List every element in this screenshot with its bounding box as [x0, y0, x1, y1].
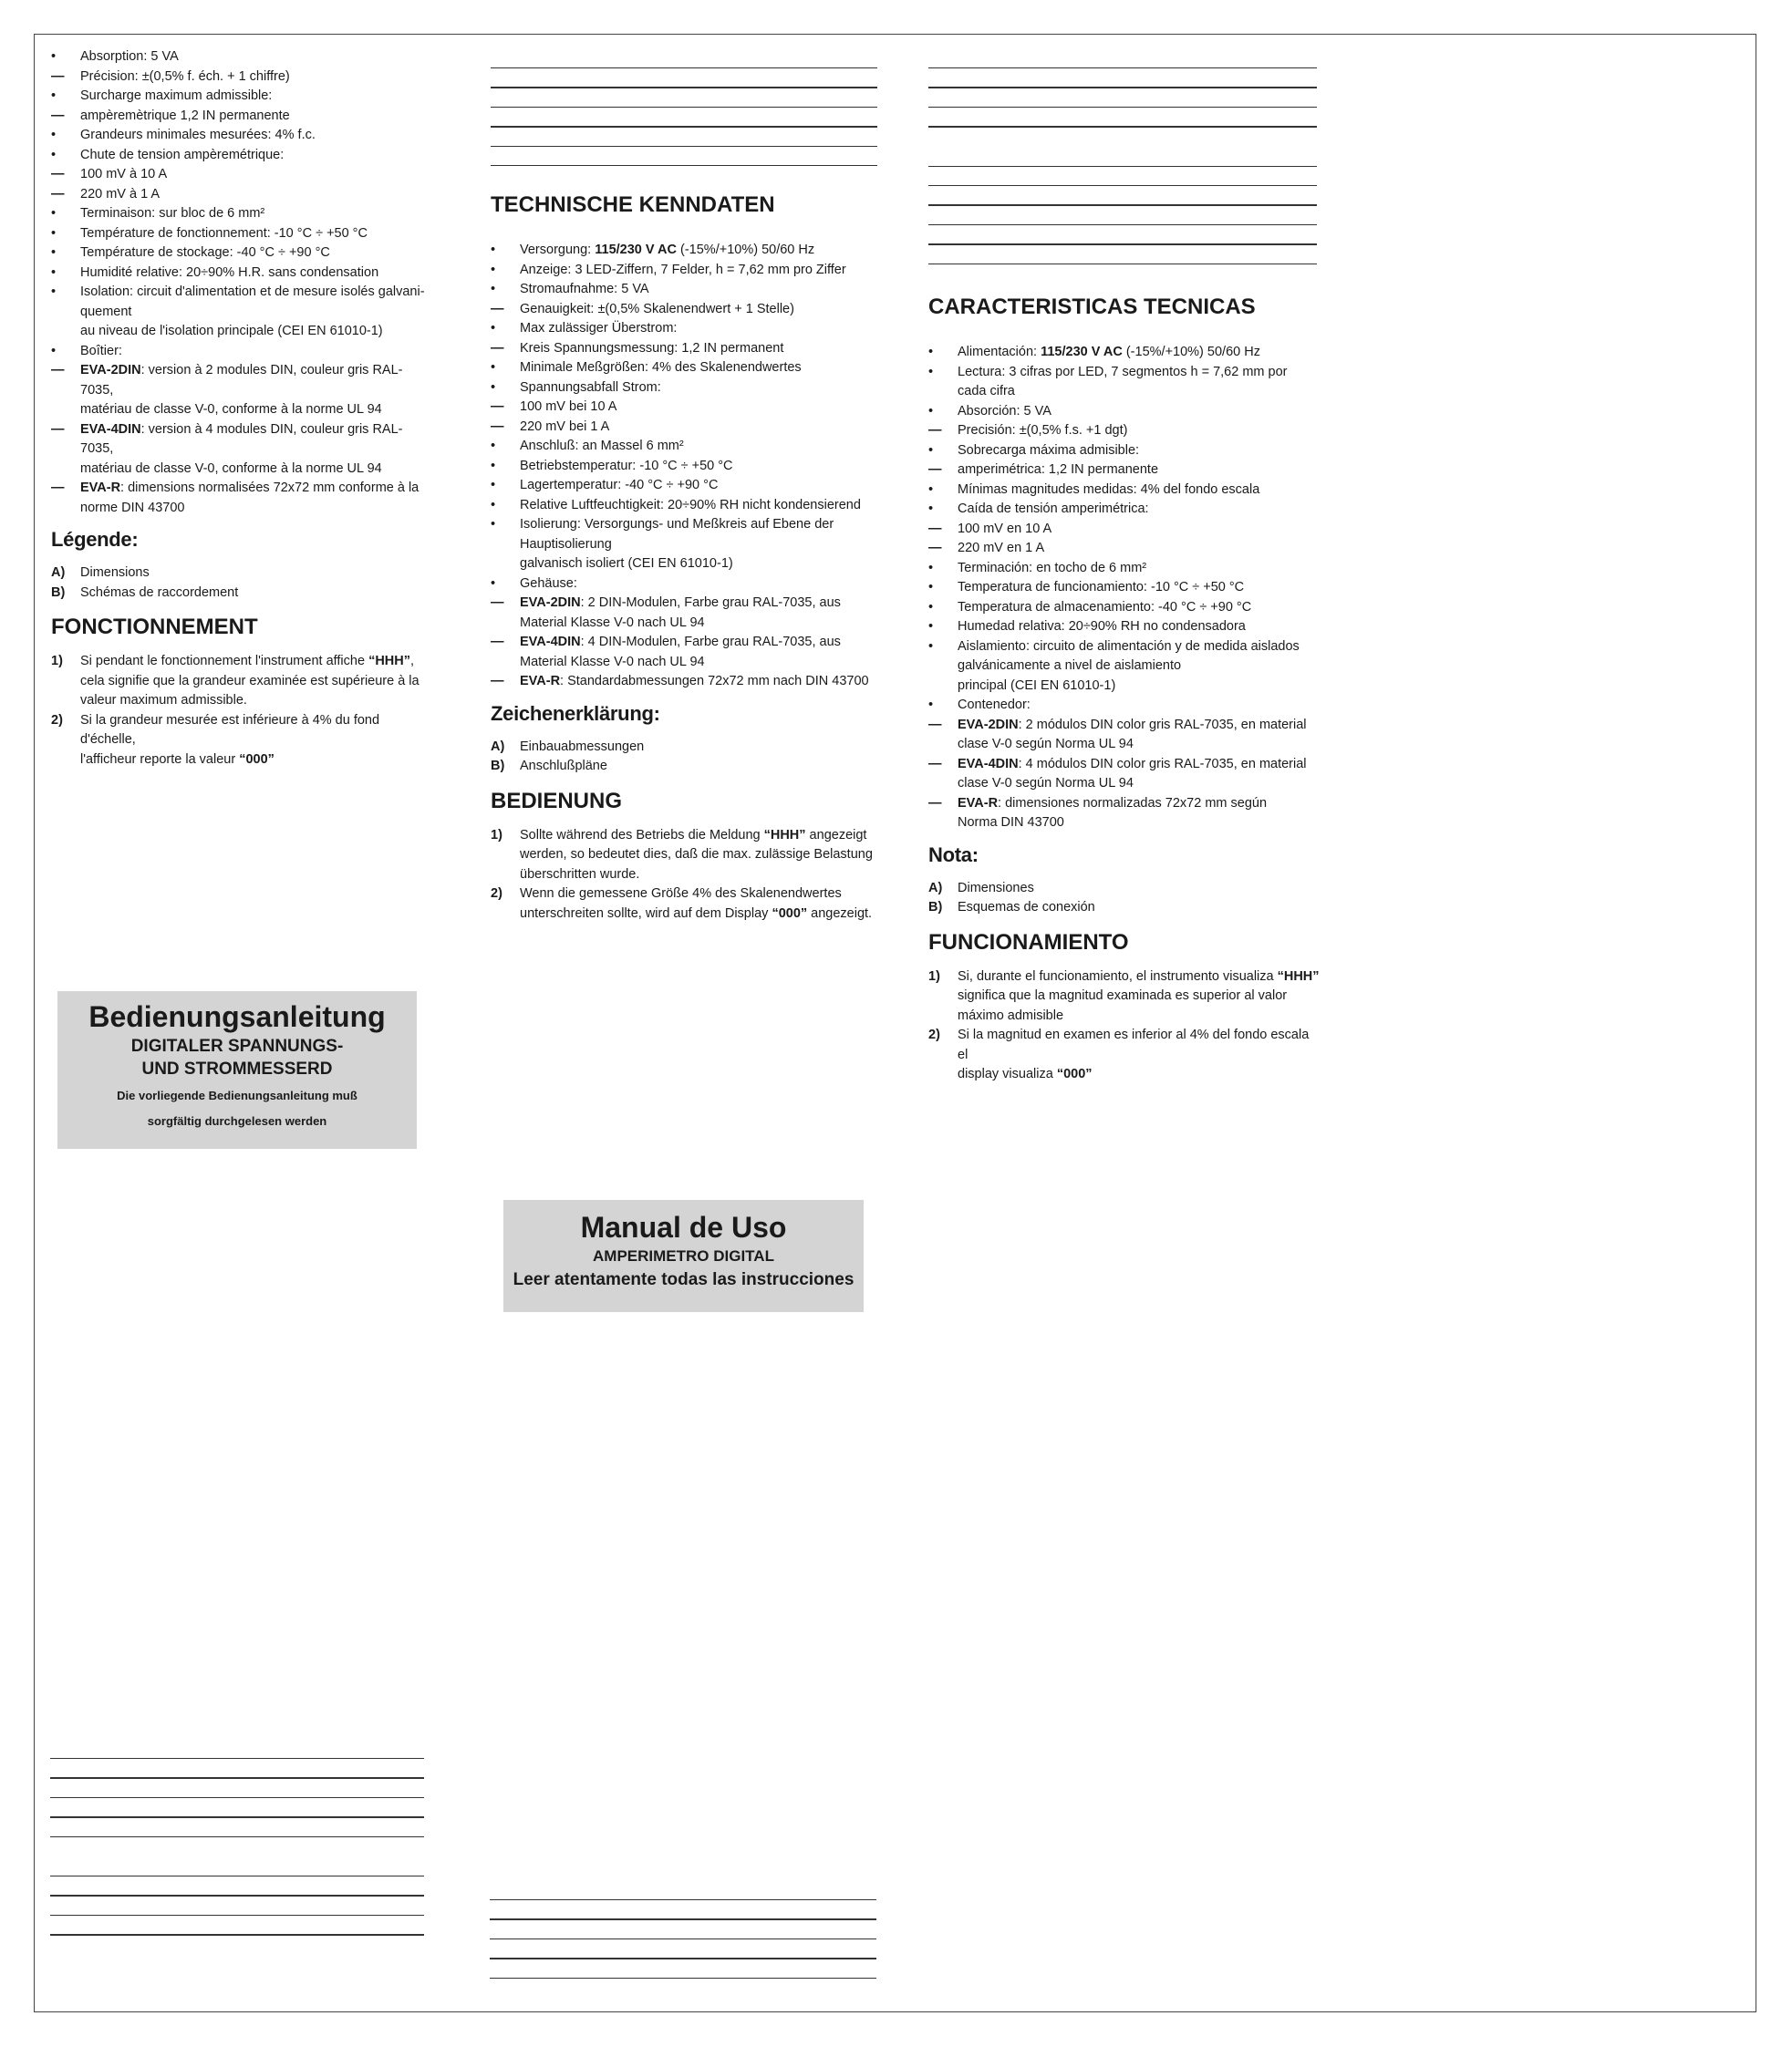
list-item — [928, 402, 1321, 422]
list-item — [928, 755, 1321, 794]
item-label: B) — [491, 759, 505, 773]
item-text — [80, 479, 434, 518]
bullet-icon: • — [51, 284, 57, 299]
list-item — [51, 243, 434, 264]
item-text: Sobrecarga máxima admisible: — [958, 442, 1140, 458]
es-legend-title: Nota: — [928, 843, 979, 866]
list-item — [491, 358, 881, 378]
item-text: 220 mV en 1 A — [958, 541, 1045, 555]
bullet-icon: • — [491, 282, 496, 296]
dash-marker: — — [928, 756, 942, 771]
de-box-note2: sorgfältig durchgelesen werden — [147, 1114, 327, 1128]
de-box-line1: DIGITALER SPANNUNGS- — [130, 1037, 344, 1056]
list-item — [928, 637, 1321, 697]
dash-marker: — — [51, 68, 65, 84]
item-text: Esquemas de conexión — [958, 900, 1095, 915]
item-text: 100 mV bei 10 A — [520, 399, 617, 414]
list-item — [928, 696, 1321, 716]
dash-marker: — — [491, 301, 504, 316]
list-item — [928, 794, 1321, 833]
list-item — [928, 598, 1321, 618]
bullet-icon: • — [491, 243, 496, 257]
model-name: EVA-4DIN — [80, 421, 141, 437]
list-item — [491, 826, 881, 885]
list-item — [51, 87, 434, 107]
model-name: EVA-2DIN — [520, 595, 581, 610]
item-text: Dimensiones — [958, 880, 1034, 895]
ruled-lines-bottom-left — [50, 1758, 424, 1936]
item-desc: : version à 2 modules DIN, couleur gris RAL-7035, matériau de classe V-0, conforme à la norme UL 94 — [80, 363, 403, 417]
list-item — [491, 496, 881, 516]
es-box-title: Manual de Uso — [580, 1211, 787, 1244]
bullet-icon: • — [491, 360, 496, 375]
list-item — [928, 481, 1321, 501]
item-text — [520, 594, 881, 633]
list-item — [51, 584, 434, 604]
item-desc: : Standardabmessungen 72x72 mm nach DIN 43700 — [560, 674, 869, 688]
item-text: 100 mV à 10 A — [80, 167, 168, 181]
bullet-icon: • — [51, 245, 57, 260]
item-text: Si la magnitud en examen es inferior al 4% del fondo escala el display visualiza “000” — [958, 1028, 1310, 1081]
list-item — [51, 264, 434, 284]
item-text: Température de fonctionnement: -10 °C ÷ +50 °C — [80, 225, 368, 241]
list-item — [491, 378, 881, 398]
list-item — [928, 343, 1321, 363]
item-text: Absorption: 5 VA — [80, 49, 179, 64]
bullet-icon: • — [51, 343, 57, 358]
dash-marker: — — [928, 717, 942, 732]
list-item — [928, 1026, 1321, 1085]
list-item — [51, 204, 434, 224]
item-label: B) — [928, 900, 943, 915]
dash-marker: — — [491, 674, 504, 688]
item-text — [958, 794, 1321, 833]
item-text: Dimensions — [80, 565, 150, 580]
fr-function-title: FONCTIONNEMENT — [51, 615, 258, 639]
item-desc: : 2 DIN-Modulen, Farbe grau RAL-7035, aus Material Klasse V-0 nach UL 94 — [520, 595, 841, 630]
item-text: Caída de tensión amperimétrica: — [958, 501, 1149, 516]
item-desc: : 4 DIN-Modulen, Farbe grau RAL-7035, aus Material Klasse V-0 nach UL 94 — [520, 635, 841, 669]
list-item — [491, 476, 881, 496]
item-text: 220 mV à 1 A — [80, 186, 161, 202]
list-item — [51, 283, 434, 342]
list-item — [491, 884, 881, 924]
item-text: 220 mV bei 1 A — [520, 419, 610, 434]
dash-marker: — — [928, 423, 942, 438]
list-item — [491, 300, 881, 320]
de-legend-list — [491, 738, 881, 777]
item-text: Si, durante el funcionamiento, el instrumento visualiza “HHH” significa que la magnitud examinada es superior al valor máximo admisible — [958, 968, 1320, 1023]
list-item — [928, 539, 1321, 559]
item-text: Humidité relative: 20÷90% H.R. sans condensation — [80, 264, 379, 280]
list-item — [51, 185, 434, 205]
list-item — [51, 563, 434, 584]
item-text: Surcharge maximum admissible: — [80, 88, 273, 103]
item-desc: : 2 módulos DIN color gris RAL-7035, en material clase V-0 según Norma UL 94 — [958, 717, 1307, 751]
bullet-icon: • — [51, 147, 57, 162]
item-text: Betriebstemperatur: -10 °C ÷ +50 °C — [520, 458, 733, 473]
list-item — [491, 574, 881, 594]
es-legend-list — [928, 879, 1321, 918]
de-box-note1: Die vorliegende Bedienungsanleitung muß — [117, 1089, 357, 1102]
item-label: A) — [928, 880, 943, 895]
list-item — [51, 224, 434, 244]
list-item — [491, 241, 881, 261]
item-text: Terminación: en tocho de 6 mm² — [958, 560, 1147, 575]
dash-marker: — — [51, 363, 65, 377]
bullet-icon: • — [51, 206, 57, 221]
list-item — [491, 515, 881, 574]
dash-marker: — — [51, 481, 65, 495]
list-item — [491, 457, 881, 477]
bullet-icon: • — [51, 128, 57, 142]
bullet-icon: • — [928, 403, 934, 419]
list-item — [928, 363, 1321, 402]
item-text: Isolation: circuit d'alimentation et de mesure isolés galvani- quement au niveau de l'isolation principale (CEI EN 61010-1) — [80, 284, 425, 338]
list-item — [928, 898, 1321, 918]
item-text: Kreis Spannungsmessung: 1,2 IN permanent — [520, 340, 784, 356]
list-item — [491, 633, 881, 672]
item-label: 1) — [928, 968, 940, 984]
de-spec-list — [491, 241, 881, 692]
column-spanish — [928, 294, 1321, 1085]
list-item — [51, 711, 434, 770]
list-item — [51, 146, 434, 166]
manual-title-box-spanish — [503, 1200, 864, 1312]
list-item — [491, 738, 881, 758]
item-text — [958, 755, 1321, 794]
item-text: Isolierung: Versorgungs- und Meßkreis auf Ebene der Hauptisolierung galvanisch isoliert (CEI EN 61010-1) — [520, 517, 834, 571]
model-name: EVA-R — [958, 795, 999, 811]
dash-marker: — — [928, 541, 942, 555]
list-item — [51, 342, 434, 362]
dash-marker: — — [491, 399, 504, 414]
item-text: Stromaufnahme: 5 VA — [520, 282, 649, 296]
column-french — [51, 47, 434, 770]
fr-function-list — [51, 652, 434, 770]
es-spec-title: CARACTERISTICAS TECNICAS — [928, 295, 1256, 319]
item-label: A) — [491, 739, 505, 754]
item-text: 100 mV en 10 A — [958, 521, 1052, 536]
bullet-icon: • — [51, 264, 57, 280]
bullet-icon: • — [928, 481, 934, 497]
item-text: Minimale Meßgrößen: 4% des Skalenendwertes — [520, 360, 802, 375]
list-item — [928, 967, 1321, 1027]
item-text: Genauigkeit: ±(0,5% Skalenendwert + 1 Stelle) — [520, 301, 794, 316]
item-text: Sollte während des Betriebs die Meldung “HHH” angezeigt werden, so bedeutet dies, daß die max. zulässige Belastung überschritten wurde. — [520, 827, 873, 882]
item-text: Humedad relativa: 20÷90% RH no condensadora — [958, 619, 1246, 634]
item-text: Precisión: ±(0,5% f.s. +1 dgt) — [958, 423, 1128, 438]
item-text: Max zulässiger Überstrom: — [520, 321, 678, 336]
item-text: Absorción: 5 VA — [958, 403, 1051, 419]
bullet-icon: • — [491, 497, 496, 512]
list-item — [51, 107, 434, 127]
bullet-icon: • — [491, 478, 496, 492]
bullet-icon: • — [928, 442, 934, 458]
item-text: Terminaison: sur bloc de 6 mm² — [80, 206, 265, 221]
item-text: Versorgung: 115/230 V AC (-15%/+10%) 50/60 Hz — [520, 243, 815, 257]
item-text — [520, 672, 881, 692]
fr-legend-list — [51, 563, 434, 603]
list-item — [491, 757, 881, 777]
model-name: EVA-R — [520, 674, 561, 688]
bullet-icon: • — [491, 439, 496, 453]
model-name: EVA-4DIN — [958, 756, 1019, 771]
list-item — [491, 418, 881, 438]
item-text: Lagertemperatur: -40 °C ÷ +90 °C — [520, 478, 719, 492]
item-text: Mínimas magnitudes medidas: 4% del fondo escala — [958, 481, 1260, 497]
model-name: EVA-2DIN — [80, 363, 141, 377]
item-text: Précision: ±(0,5% f. éch. + 1 chiffre) — [80, 68, 290, 84]
item-text: amperimétrica: 1,2 IN permanente — [958, 462, 1159, 477]
ruled-lines-top-right — [928, 67, 1317, 264]
item-text: Contenedor: — [958, 698, 1031, 712]
ruled-lines-bottom-center — [490, 1899, 876, 1979]
item-desc: : version à 4 modules DIN, couleur gris RAL-7035, matériau de classe V-0, conforme à la norme UL 94 — [80, 421, 403, 476]
bullet-icon: • — [491, 458, 496, 473]
manual-title-box-german — [57, 991, 417, 1149]
item-label: A) — [51, 565, 66, 580]
model-name: EVA-2DIN — [958, 717, 1019, 732]
item-text: Anschluß: an Massel 6 mm² — [520, 439, 684, 453]
es-box-line2: Leer atentamente todas las instrucciones — [513, 1270, 855, 1289]
item-text — [958, 716, 1321, 755]
model-name: EVA-4DIN — [520, 635, 581, 649]
item-label: 2) — [928, 1028, 940, 1042]
dash-marker: — — [491, 635, 504, 649]
item-desc: : dimensions normalisées 72x72 mm conforme à la norme DIN 43700 — [80, 481, 420, 515]
dash-marker: — — [51, 421, 65, 437]
item-text: Grandeurs minimales mesurées: 4% f.c. — [80, 128, 316, 142]
list-item — [928, 520, 1321, 540]
list-item — [928, 559, 1321, 579]
list-item — [51, 126, 434, 146]
list-item — [491, 261, 881, 281]
item-text: Boîtier: — [80, 343, 122, 358]
dash-marker: — — [51, 108, 65, 123]
list-item — [51, 652, 434, 711]
bullet-icon: • — [928, 638, 934, 654]
bullet-icon: • — [51, 225, 57, 241]
bullet-icon: • — [928, 560, 934, 575]
fr-legend-title: Légende: — [51, 528, 139, 551]
bullet-icon: • — [491, 262, 496, 277]
item-text: Gehäuse: — [520, 575, 577, 591]
list-item — [491, 437, 881, 457]
es-function-list — [928, 967, 1321, 1085]
list-item — [51, 47, 434, 67]
item-text: Einbauabmessungen — [520, 739, 645, 754]
item-text — [520, 633, 881, 672]
de-spec-title: TECHNISCHE KENNDATEN — [491, 192, 775, 217]
ruled-lines-top-center — [491, 67, 877, 166]
list-item — [928, 879, 1321, 899]
item-text: Alimentación: 115/230 V AC (-15%/+10%) 50/60 Hz — [958, 345, 1260, 359]
item-desc: : dimensiones normalizadas 72x72 mm según Norma DIN 43700 — [958, 795, 1268, 830]
list-item — [928, 617, 1321, 637]
dash-marker: — — [928, 795, 942, 811]
list-item — [51, 420, 434, 480]
item-label: B) — [51, 584, 66, 600]
de-function-list — [491, 826, 881, 925]
item-text: Température de stockage: -40 °C ÷ +90 °C — [80, 245, 330, 260]
item-text — [80, 420, 434, 480]
model-name: EVA-R — [80, 481, 121, 495]
list-item — [928, 421, 1321, 441]
list-item — [51, 165, 434, 185]
list-item — [928, 500, 1321, 520]
list-item — [928, 716, 1321, 755]
es-function-title: FUNCIONAMIENTO — [928, 929, 1129, 955]
bullet-icon: • — [51, 49, 57, 64]
de-box-title: Bedienungsanleitung — [88, 1000, 386, 1033]
item-text: Chute de tension ampèremétrique: — [80, 147, 285, 162]
dash-marker: — — [491, 340, 504, 356]
bullet-icon: • — [928, 698, 934, 712]
item-text: Anschlußpläne — [520, 759, 607, 773]
bullet-icon: • — [928, 364, 934, 379]
list-item — [51, 67, 434, 88]
bullet-icon: • — [928, 599, 934, 615]
item-text: Wenn die gemessene Größe 4% des Skalenendwertes unterschreiten sollte, wird auf dem Display “000” angezeigt. — [520, 886, 873, 921]
list-item — [491, 672, 881, 692]
list-item — [928, 441, 1321, 461]
es-box-line1: AMPERIMETRO DIGITAL — [593, 1247, 774, 1265]
item-desc: : 4 módulos DIN color gris RAL-7035, en material clase V-0 según Norma UL 94 — [958, 756, 1307, 791]
bullet-icon: • — [928, 501, 934, 516]
bullet-icon: • — [928, 619, 934, 634]
fr-spec-list — [51, 47, 434, 518]
bullet-icon: • — [51, 88, 57, 103]
list-item — [928, 460, 1321, 481]
bullet-icon: • — [491, 321, 496, 336]
item-text — [80, 361, 434, 420]
item-label: 1) — [491, 827, 502, 843]
bullet-icon: • — [928, 345, 934, 359]
item-text: Schémas de raccordement — [80, 584, 239, 600]
item-label: 2) — [51, 712, 63, 728]
list-item — [491, 319, 881, 339]
bullet-icon: • — [491, 517, 496, 532]
dash-marker: — — [51, 186, 65, 202]
item-text: ampèremètrique 1,2 IN permanente — [80, 108, 290, 123]
list-item — [928, 578, 1321, 598]
bullet-icon: • — [928, 580, 934, 594]
item-label: 1) — [51, 654, 63, 668]
column-german — [491, 191, 881, 924]
bullet-icon: • — [491, 575, 496, 591]
de-function-title: BEDIENUNG — [491, 788, 623, 813]
dash-marker: — — [51, 167, 65, 181]
dash-marker: — — [928, 521, 942, 536]
item-label: 2) — [491, 886, 502, 901]
item-text: Temperatura de almacenamiento: -40 °C ÷ +90 °C — [958, 599, 1252, 615]
list-item — [51, 361, 434, 420]
item-text: Lectura: 3 cifras por LED, 7 segmentos h = 7,62 mm por cada cifra — [958, 364, 1288, 398]
item-text: Spannungsabfall Strom: — [520, 379, 661, 395]
de-legend-title: Zeichenerklärung: — [491, 701, 660, 725]
item-text: Si pendant le fonctionnement l'instrument affiche “HHH”, cela signifie que la grandeur examinée est supérieure à la valeur maximum admissible. — [80, 654, 420, 708]
dash-marker: — — [928, 462, 942, 477]
bullet-icon: • — [491, 379, 496, 395]
dash-marker: — — [491, 419, 504, 434]
es-spec-list — [928, 343, 1321, 833]
item-text: Anzeige: 3 LED-Ziffern, 7 Felder, h = 7,62 mm pro Ziffer — [520, 262, 846, 277]
item-text: Relative Luftfeuchtigkeit: 20÷90% RH nicht kondensierend — [520, 497, 861, 512]
item-text: Si la grandeur mesurée est inférieure à 4% du fond d'échelle, l'afficheur reporte la valeur “000” — [80, 712, 380, 767]
list-item — [491, 594, 881, 633]
item-text: Aislamiento: circuito de alimentación y de medida aislados galvánicamente a nivel de aislamiento principal (CEI EN 61010-1) — [958, 638, 1300, 693]
dash-marker: — — [491, 595, 504, 610]
list-item — [491, 398, 881, 418]
list-item — [491, 339, 881, 359]
item-text: Temperatura de funcionamiento: -10 °C ÷ +50 °C — [958, 580, 1245, 594]
de-box-line2: UND STROMMESSERD — [141, 1060, 333, 1079]
list-item — [51, 479, 434, 518]
list-item — [491, 280, 881, 300]
